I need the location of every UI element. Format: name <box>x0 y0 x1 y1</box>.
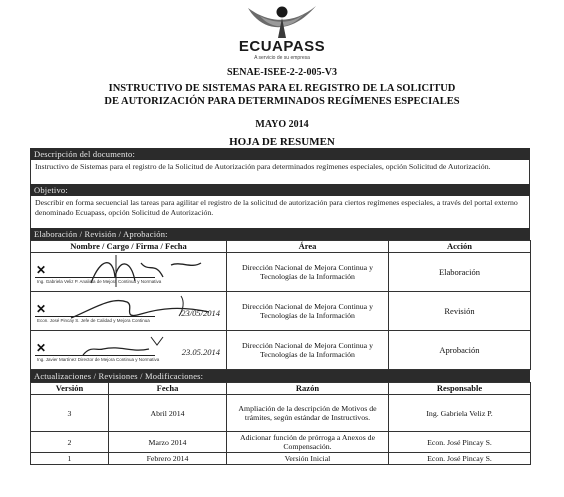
approval-header-row <box>31 241 531 253</box>
owner-cell: Econ. José Pincay S. <box>389 432 531 453</box>
reason-cell: Adicionar función de prórroga a Anexos de Compensación. <box>227 432 389 453</box>
document-title <box>60 83 504 108</box>
updates-header: Actualizaciones / Revisiones / Modificaciones: <box>30 370 530 382</box>
title-line-1: INSTRUCTIVO DE SISTEMAS PARA EL REGISTRO DE LA SOLICITUD <box>108 83 456 94</box>
action-cell: Aprobación <box>389 331 531 370</box>
updates-table <box>30 382 531 465</box>
table-row <box>31 432 531 453</box>
area-cell: Dirección Nacional de Mejora Continua y Tecnologías de la Información <box>227 331 389 370</box>
table-row <box>31 453 531 465</box>
signature-date: 23/05/2014 <box>181 308 220 318</box>
column-header: Área <box>227 241 389 253</box>
table-row <box>31 331 531 370</box>
logo-block <box>0 2 564 61</box>
action-cell: Revisión <box>389 292 531 331</box>
column-header: Acción <box>389 241 531 253</box>
description-header: Descripción del documento: <box>30 148 530 160</box>
version-cell: 1 <box>31 453 109 465</box>
column-header: Razón <box>227 383 389 395</box>
signature-cell: ✕ Econ. José Pincay S. Jefe de Calidad y Mejora Continua 23/05/2014 <box>31 292 227 331</box>
date-cell: Abril 2014 <box>109 395 227 432</box>
date-cell: Marzo 2014 <box>109 432 227 453</box>
column-header: Fecha <box>109 383 227 395</box>
owner-cell: Ing. Gabriela Veliz P. <box>389 395 531 432</box>
approval-table <box>30 240 531 370</box>
version-cell: 3 <box>31 395 109 432</box>
column-header: Versión <box>31 383 109 395</box>
signature-date: 23.05.2014 <box>181 347 220 357</box>
document-code: SENAE-ISEE-2-2-005-V3 <box>226 67 337 78</box>
column-header: Nombre / Cargo / Firma / Fecha <box>31 241 227 253</box>
owner-cell: Econ. José Pincay S. <box>389 453 531 465</box>
version-cell: 2 <box>31 432 109 453</box>
signature-caption: Ing. Gabriela Veliz P. Analista de Mejora Continua y Normativa <box>37 279 162 284</box>
date-cell: Febrero 2014 <box>109 453 227 465</box>
area-cell: Dirección Nacional de Mejora Continua y Tecnologías de la Información <box>227 253 389 292</box>
reason-cell: Versión Inicial <box>227 453 389 465</box>
reason-cell: Ampliación de la descripción de Motivos de trámites, según estándar de Instructivos. <box>227 395 389 432</box>
objective-text: Describir en forma secuencial las tareas para agilitar el registro de la solicitud de autorización para ciertos regímenes especiales, a través del portal externo denominado Ecuapass, opción Solicitud de Autorización. <box>30 196 530 228</box>
table-row <box>31 253 531 292</box>
signature-caption: Ing. Javier Martínez Director de Mejora Continua y Normativa <box>37 357 160 362</box>
column-header: Responsable <box>389 383 531 395</box>
signature-caption: Econ. José Pincay S. Jefe de Calidad y Mejora Continua <box>37 318 150 323</box>
document-date: MAYO 2014 <box>255 119 309 130</box>
summary-sheet <box>30 148 530 465</box>
approval-header: Elaboración / Revisión / Aprobación: <box>30 228 530 240</box>
signature-cell: ✕ Ing. Javier Martínez Director de Mejora Continua y Normativa 23.05.2014 <box>31 331 227 370</box>
action-cell: Elaboración <box>389 253 531 292</box>
description-text: Instructivo de Sistemas para el registro de la Solicitud de Autorización para determinados regímenes especiales, opción Solicitud de Autorización. <box>30 160 530 184</box>
objective-header: Objetivo: <box>30 184 530 196</box>
table-row <box>31 292 531 331</box>
brand-tagline: A servicio de su empresa <box>254 55 310 61</box>
ecuapass-logo-icon <box>242 2 322 40</box>
updates-header-row <box>31 383 531 395</box>
brand-name: ECUAPASS <box>238 38 326 55</box>
area-cell: Dirección Nacional de Mejora Continua y Tecnologías de la Información <box>227 292 389 331</box>
signature-cell: ✕ Ing. Gabriela Veliz P. Analista de Mejora Continua y Normativa <box>31 253 227 292</box>
table-row <box>31 395 531 432</box>
title-line-2: DE AUTORIZACIÓN PARA DETERMINADOS REGÍMENES ESPECIALES <box>104 95 460 107</box>
summary-title: HOJA DE RESUMEN <box>229 136 335 148</box>
